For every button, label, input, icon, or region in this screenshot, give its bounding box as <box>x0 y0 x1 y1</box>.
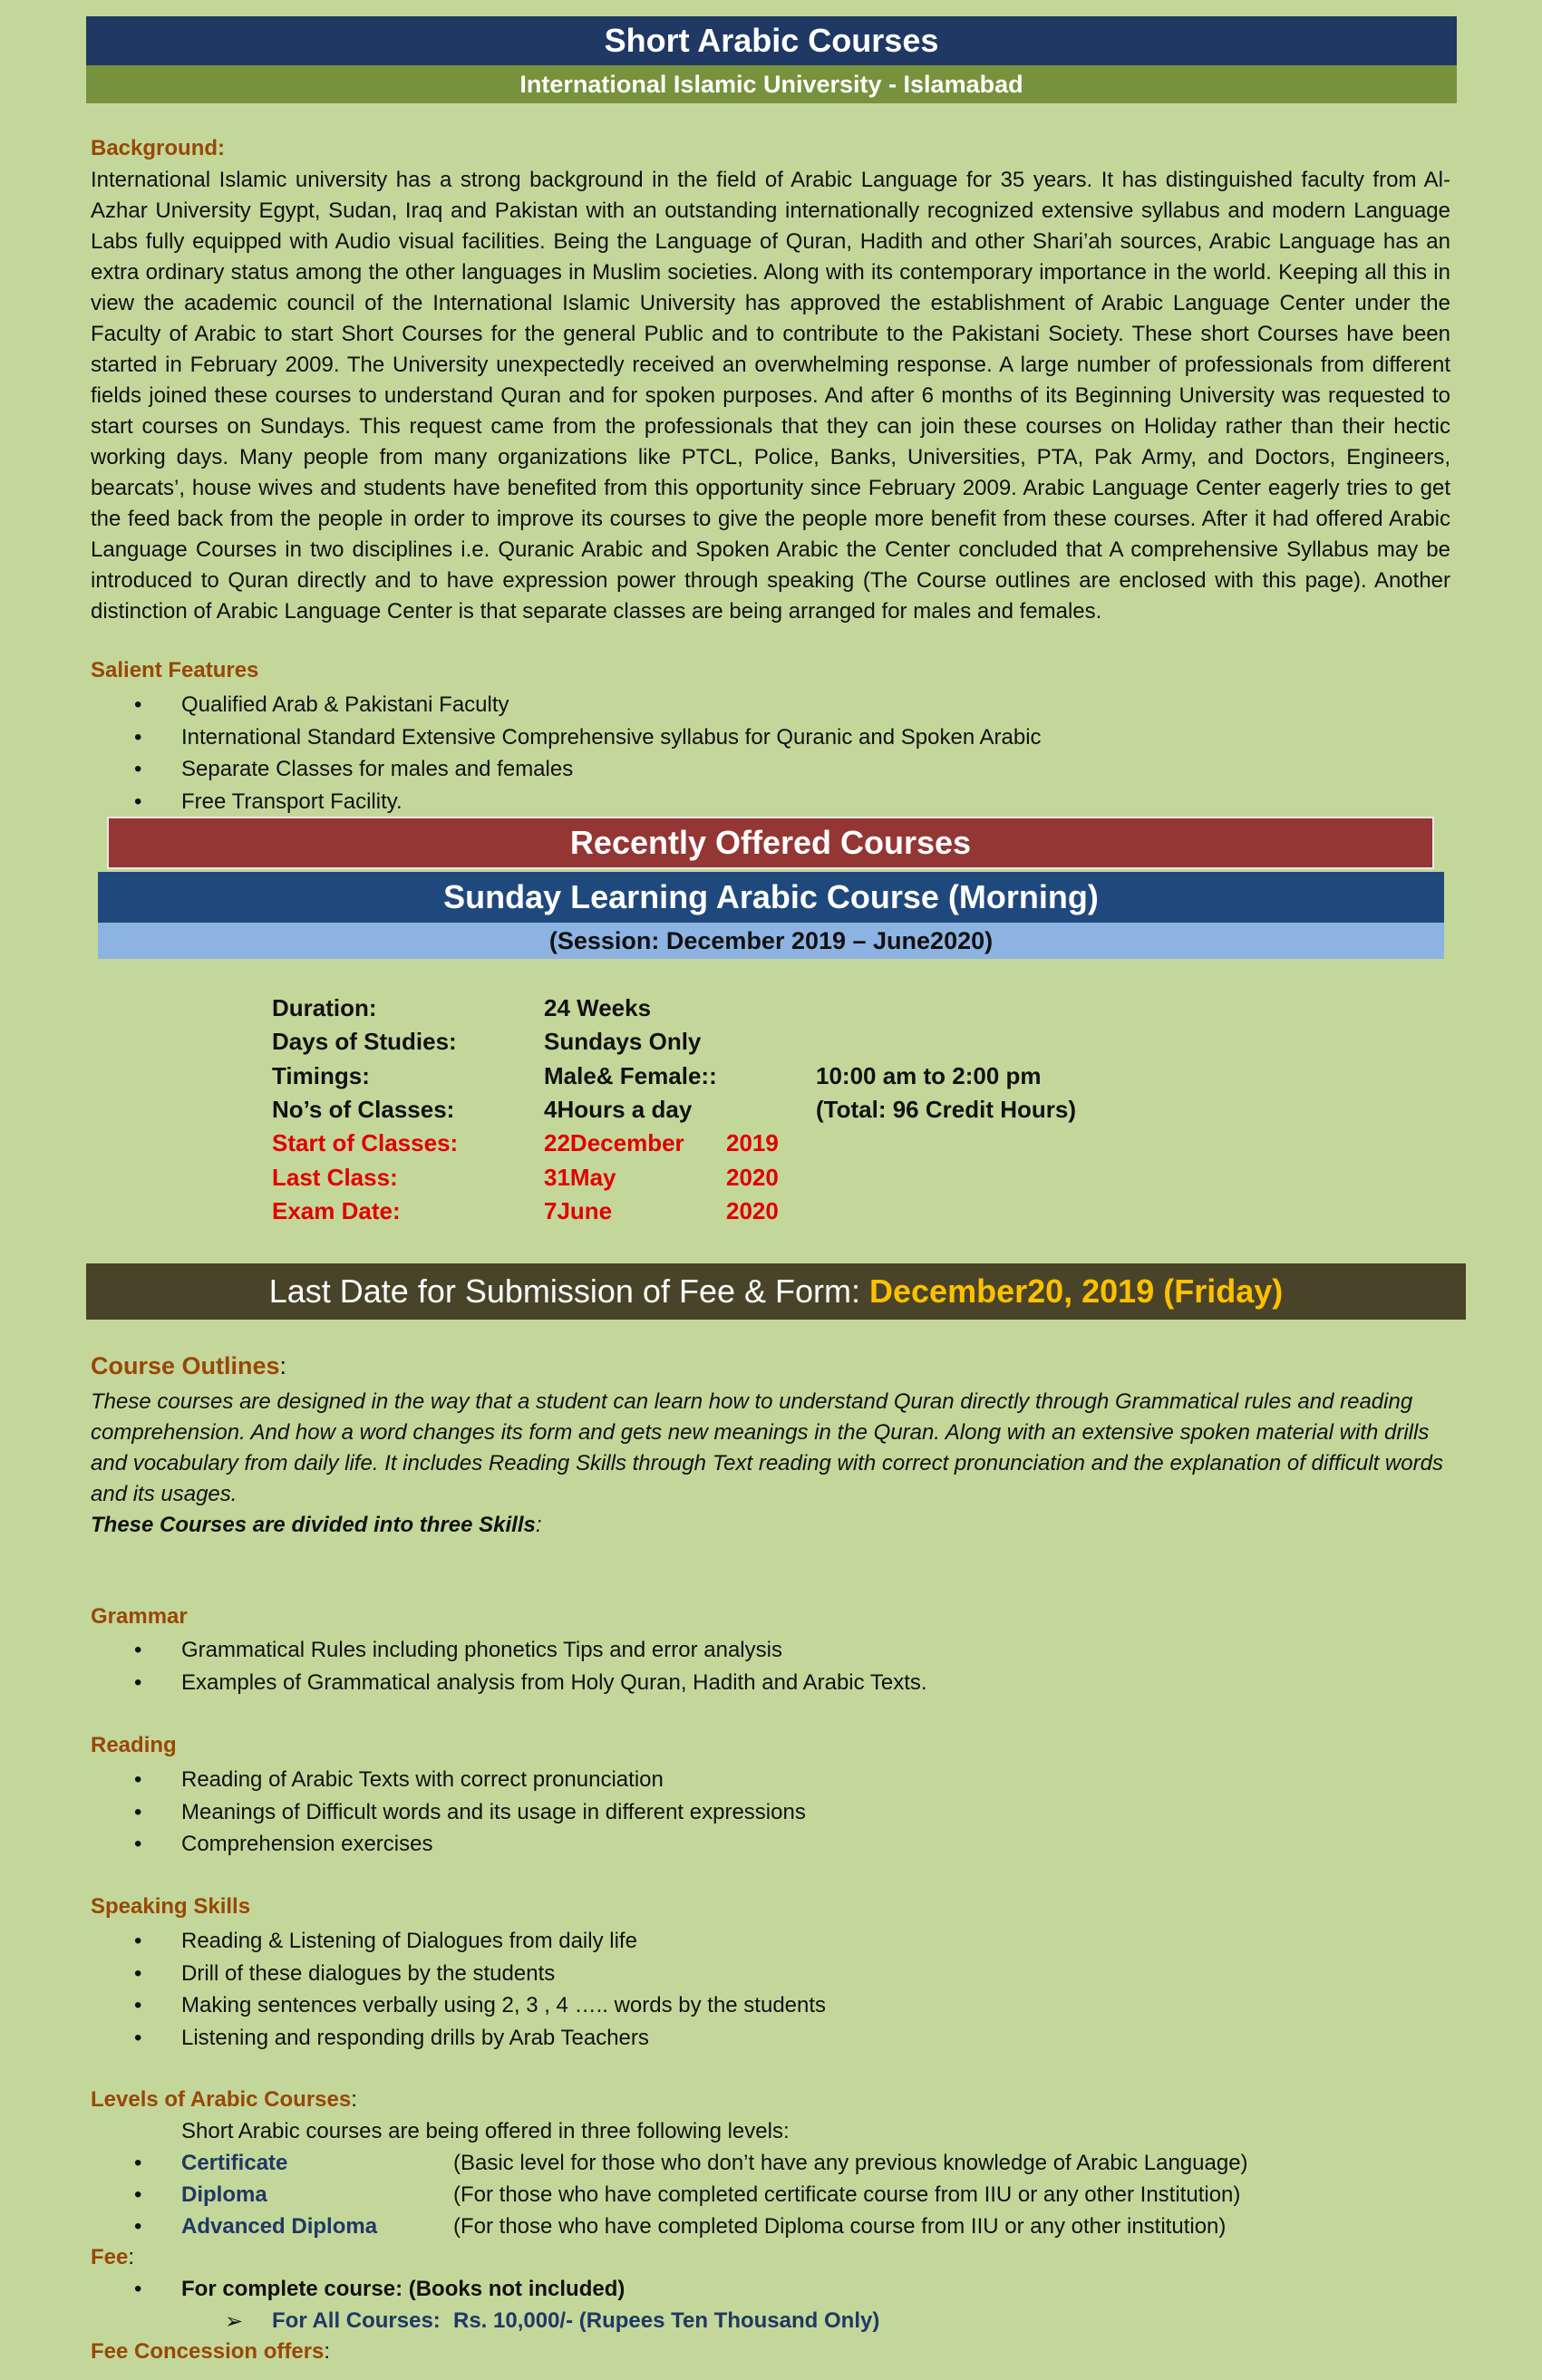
background-text: International Islamic university has a strong background in the field of Arabic Language for 35 years. It has distinguished faculty from Al-Azhar University Egypt, Sudan, Iraq and Pakistan with an outstanding internationally recognized extensive syllabus and modern Language Labs fully equipped with Audio visual facilities. Being the Language of Quran, Hadith and other Shari’ah sources, Arabic Language has an extra ordinary status among the other languages in Muslim societies. Along with its contemporary importance in the world. Keeping all this in view the academic council of the International Islamic University has approved the establishment of Arabic Language Center under the Faculty of Arabic to start Short Courses for the general Public and to contribute to the Pakistani Society. These short Courses have been started in February 2009. The University unexpectedly received an overwhelming response. A large number of professionals from different fields joined these courses to understand Quran and for spoken purposes. And after 6 months of its Beginning University was requested to start courses on Sundays. This request came from the professionals that they can join these courses on Holiday rather than their hectic working days. Many people from many organizations like PTCL, Police, Banks, Universities, PTA, Pak Army, and Doctors, Engineers, bearcats’, house wives and students have benefited from this opportunity since February 2009. Arabic Language Center eagerly tries to get the feed back from the people in order to improve its courses to give the people more benefit from these courses. After it had offered Arabic Language Courses in two disciplines i.e. Quranic Arabic and Spoken Arabic the Center concluded that A comprehensive Syllabus may be introduced to Quran directly and to have expression power through speaking (The Course outlines are enclosed with this page). Another distinction of Arabic Language Center is that separate classes are being arranged for males and females. <box>91 168 1450 624</box>
university-subtitle: International Islamic University - Islamabad <box>86 65 1457 103</box>
bullet-icon: • <box>134 2277 142 2301</box>
list-item: • Making sentences verbally using 2, 3 , 4 ….. words by the students <box>91 1989 826 2022</box>
level-name-advanced-diploma: Advanced Diploma <box>181 2214 378 2239</box>
classes-label: No’s of Classes: <box>272 1096 455 1123</box>
speaking-skills-list <box>91 1925 826 2054</box>
classes-value: 4Hours a day <box>544 1096 693 1123</box>
last-class-year: 2020 <box>726 1164 779 1191</box>
skills-division-line <box>91 1510 1450 1541</box>
deadline-date: December20, 2019 (Friday) <box>869 1272 1284 1310</box>
list-item: • Qualified Arab & Pakistani Faculty <box>91 689 1042 721</box>
list-item: • Separate Classes for males and females <box>91 753 1042 786</box>
recently-offered-heading: Recently Offered Courses <box>107 817 1434 869</box>
level-name-certificate: Certificate <box>181 2151 288 2175</box>
fee-heading-text: Fee <box>91 2245 129 2269</box>
course-outlines-text: These courses are designed in the way that a student can learn how to understand Quran directly through Grammatical rules and reading comprehension. And how a word changes its form and gets new meanings in the Quran. Along with an extensive spoken material with drills and vocabulary from daily life. It includes Reading Skills through Text reading with correct pronunciation and the explanation of difficult words and its usages. <box>91 1389 1443 1506</box>
timings-value: Male& Female:: <box>544 1062 717 1089</box>
fee-heading <box>91 2245 134 2270</box>
list-item: • Examples of Grammatical analysis from Holy Quran, Hadith and Arabic Texts. <box>91 1667 927 1699</box>
deadline-label: Last Date for Submission of Fee & Form: <box>268 1272 869 1310</box>
levels-heading-text: Levels of Arabic Courses <box>91 2087 352 2112</box>
list-item: • Free Transport Facility. <box>91 786 1042 818</box>
skills-division-bold: These Courses are divided into three Skills <box>91 1513 536 1537</box>
list-item: • Reading & Listening of Dialogues from daily life <box>91 1925 826 1958</box>
classes-total: (Total: 96 Credit Hours) <box>816 1096 1076 1123</box>
fee-all-courses-value: Rs. 10,000/- (Rupees Ten Thousand Only) <box>453 2308 880 2333</box>
reading-list <box>91 1764 806 1861</box>
fee-concession-colon: : <box>324 2339 331 2364</box>
salient-features-heading: Salient Features <box>91 658 259 682</box>
level-desc-diploma: (For those who have completed certificate course from IIU or any other Institution) <box>453 2182 1241 2207</box>
fee-concession-heading <box>91 2339 330 2365</box>
exam-date: 7June <box>544 1197 613 1224</box>
timings-time: 10:00 am to 2:00 pm <box>816 1062 1042 1089</box>
list-item: • Drill of these dialogues by the students <box>91 1958 826 1990</box>
level-desc-certificate: (Basic level for those who don’t have any previous knowledge of Arabic Language) <box>453 2151 1248 2175</box>
last-class-date: 31May <box>544 1164 616 1191</box>
bullet-icon: • <box>134 2214 142 2239</box>
list-item: • International Standard Extensive Comprehensive syllabus for Quranic and Spoken Arabic <box>91 721 1042 754</box>
list-item: • Reading of Arabic Texts with correct pronunciation <box>91 1764 806 1796</box>
fee-colon: : <box>128 2245 135 2269</box>
exam-label: Exam Date: <box>272 1197 401 1224</box>
start-label: Start of Classes: <box>272 1129 459 1156</box>
speaking-skills-heading: Speaking Skills <box>91 1894 251 1919</box>
course-title: Sunday Learning Arabic Course (Morning) <box>98 872 1444 923</box>
skills-division-colon: : <box>535 1513 542 1537</box>
fee-all-courses-label: For All Courses: <box>272 2308 441 2333</box>
bullet-icon: • <box>134 2182 142 2207</box>
start-date: 22December <box>544 1129 684 1156</box>
list-item: • Meanings of Difficult words and its usage in different expressions <box>91 1796 806 1829</box>
course-outlines-heading <box>91 1352 286 1380</box>
course-outlines-colon: : <box>279 1352 287 1379</box>
page-title: Short Arabic Courses <box>86 16 1457 65</box>
arrow-icon: ➢ <box>225 2309 244 2334</box>
levels-heading <box>91 2087 357 2113</box>
start-year: 2019 <box>726 1129 779 1156</box>
background-heading: Background: <box>91 136 226 160</box>
last-class-label: Last Class: <box>272 1164 398 1191</box>
salient-features-list <box>91 689 1042 818</box>
course-outlines-heading-text: Course Outlines <box>91 1352 280 1379</box>
level-desc-advanced-diploma: (For those who have completed Diploma course from IIU or any other institution) <box>453 2214 1227 2239</box>
deadline-banner <box>86 1263 1466 1320</box>
list-item: • Listening and responding drills by Arab Teachers <box>91 2022 826 2055</box>
bullet-icon: • <box>134 2151 142 2175</box>
list-item: • Comprehension exercises <box>91 1828 806 1861</box>
levels-intro: Short Arabic courses are being offered in three following levels: <box>181 2119 790 2143</box>
timings-label: Timings: <box>272 1062 370 1089</box>
fee-concession-heading-text: Fee Concession offers <box>91 2339 325 2364</box>
duration-value: 24 Weeks <box>544 994 652 1021</box>
session-label: (Session: December 2019 – June2020) <box>98 923 1444 959</box>
grammar-heading: Grammar <box>91 1604 188 1629</box>
exam-year: 2020 <box>726 1197 779 1224</box>
reading-heading: Reading <box>91 1733 177 1757</box>
list-item: • Grammatical Rules including phonetics Tips and error analysis <box>91 1634 927 1667</box>
days-value: Sundays Only <box>544 1028 702 1055</box>
duration-label: Duration: <box>272 994 377 1021</box>
grammar-list <box>91 1634 927 1698</box>
levels-colon: : <box>351 2087 357 2112</box>
fee-complete-course: For complete course: (Books not included) <box>181 2277 626 2301</box>
level-name-diploma: Diploma <box>181 2182 267 2207</box>
days-label: Days of Studies: <box>272 1028 457 1055</box>
